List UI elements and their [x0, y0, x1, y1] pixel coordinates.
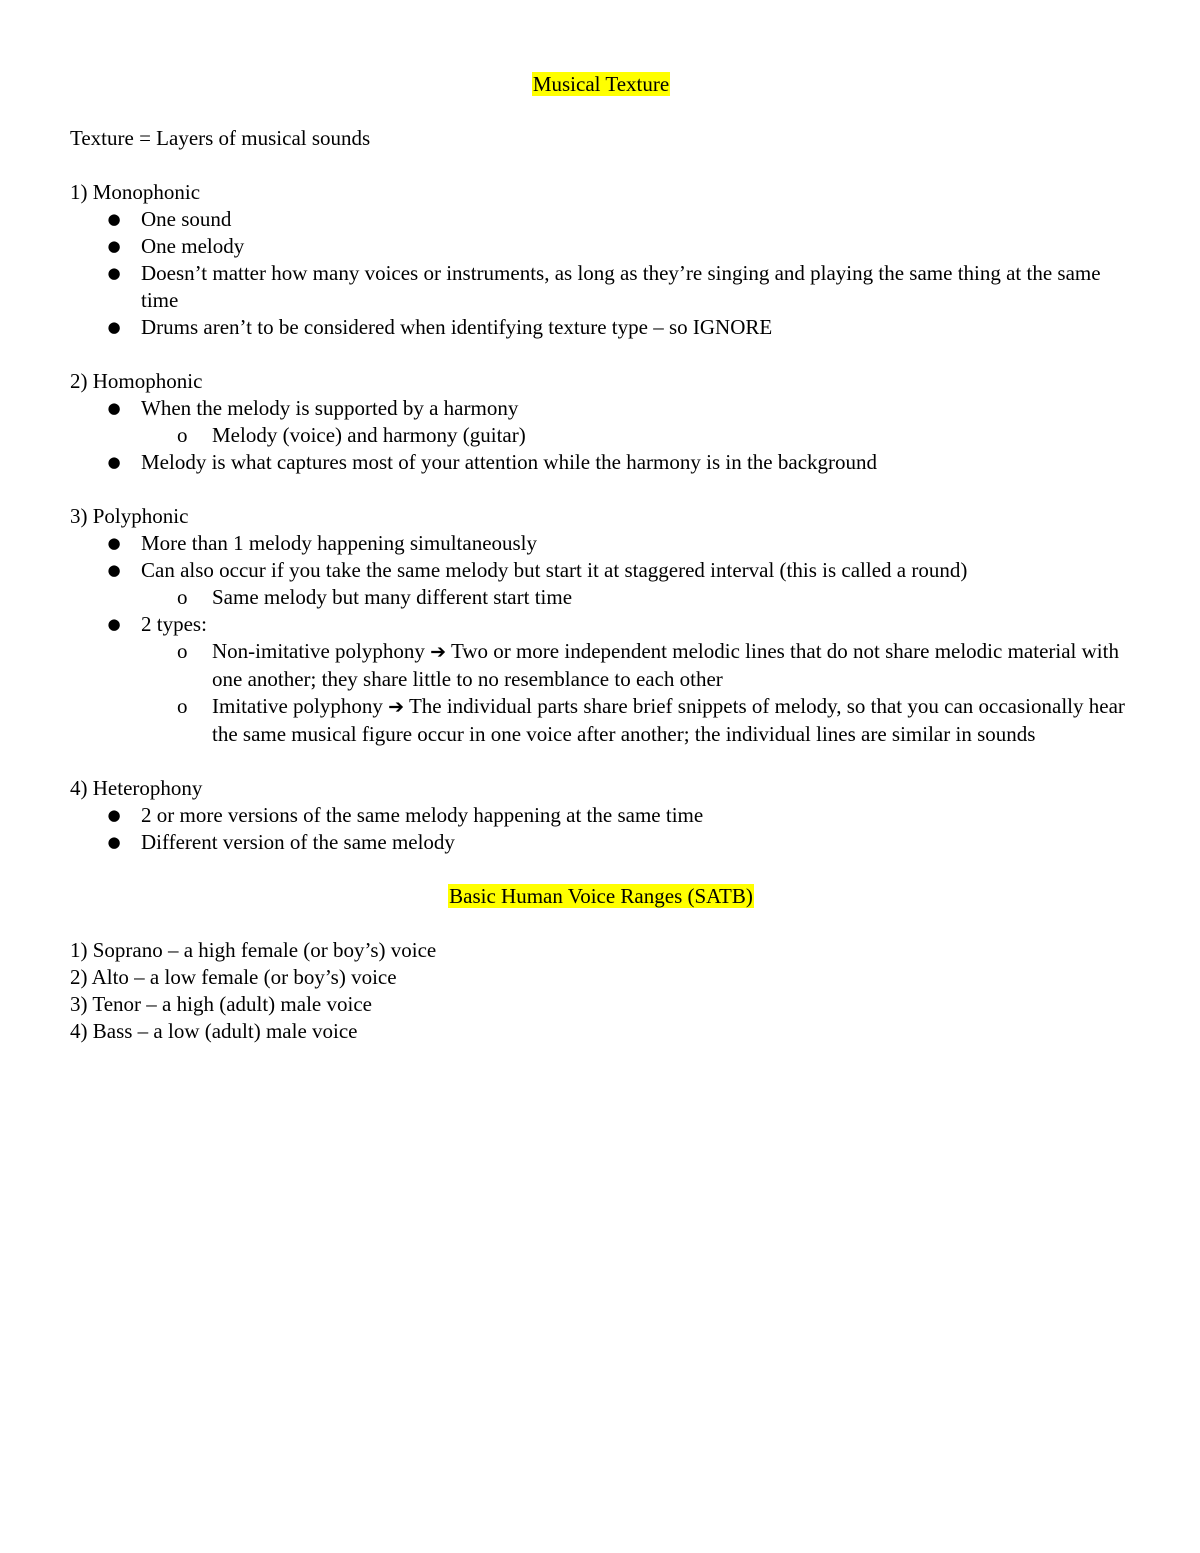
- voice-item: 4) Bass – a low (adult) male voice: [70, 1019, 358, 1043]
- list-item: ● Different version of the same melody: [70, 829, 1132, 856]
- list-item: ● Melody is what captures most of your attention while the harmony is in the background: [70, 449, 1132, 476]
- document-title: [70, 71, 1132, 98]
- sub-list: [141, 584, 1132, 611]
- homophonic-list: [70, 395, 1132, 476]
- sub-list-item: [141, 693, 1132, 748]
- polyphonic-list: [70, 530, 1132, 748]
- arrow-right-icon: ➔: [388, 696, 405, 718]
- spacer: [70, 856, 1132, 883]
- sub-bullet-icon: o: [177, 639, 188, 663]
- bullet-icon: ●: [107, 318, 121, 336]
- bullet-icon: ●: [107, 833, 121, 851]
- polyphony-type-desc: Two or more independent melodic lines that do not share melodic material with one another; they share little to no resemblance to each other: [212, 639, 1119, 691]
- arrow-right-icon: ➔: [430, 641, 447, 663]
- list-item: ● Can also occur if you take the same melody but start it at staggered interval (this is called a round) o Same melody but many different start time: [70, 557, 1132, 611]
- list-item: ● One sound: [70, 206, 1132, 233]
- bullet-icon: ●: [107, 264, 121, 282]
- list-item: ● 2 or more versions of the same melody happening at the same time: [70, 802, 1132, 829]
- texture-definition: Texture = Layers of musical sounds: [70, 126, 371, 150]
- voice-item: 1) Soprano – a high female (or boy’s) voice: [70, 938, 437, 962]
- section-heading-monophonic: 1) Monophonic: [70, 180, 201, 204]
- voice-item: 2) Alto – a low female (or boy’s) voice: [70, 965, 397, 989]
- polyphony-type-desc: The individual parts share brief snippets of melody, so that you can occasionally hear the same musical figure occur in one voice after another; the individual lines are similar in sounds: [212, 694, 1125, 746]
- voice-item: 3) Tenor – a high (adult) male voice: [70, 992, 372, 1016]
- sub-bullet-icon: o: [177, 423, 188, 447]
- list-item: ● Doesn’t matter how many voices or instruments, as long as they’re singing and playing the same thing at the same time: [70, 260, 1132, 314]
- section-heading-homophonic: 2) Homophonic: [70, 369, 203, 393]
- bullet-icon: ●: [107, 534, 121, 552]
- sub-list-item: o Melody (voice) and harmony (guitar): [177, 423, 526, 447]
- list-item: ● 2 types: o Non-imitative polyphony ➔ Two or more independent melodic lines that do not share melodic material with one another; they share little to no resemblance to each other o Imitative polyphony ➔ The individual parts share brief snippets of melody, so that you can occasionally hear the same musical figure occur in one voice after another; the individual lines are similar in sounds: [70, 611, 1132, 748]
- sub-list: [141, 422, 1132, 449]
- spacer: [70, 910, 1132, 937]
- list-item: ● More than 1 melody happening simultaneously: [70, 530, 1132, 557]
- spacer: [70, 476, 1132, 503]
- document-title-text: Musical Texture: [532, 72, 670, 96]
- spacer: [70, 98, 1132, 125]
- bullet-icon: ●: [107, 615, 121, 633]
- heterophony-list: [70, 802, 1132, 856]
- document-page: [70, 71, 1132, 1045]
- sub-bullet-icon: o: [177, 585, 188, 609]
- voice-ranges-title-text: Basic Human Voice Ranges (SATB): [449, 884, 753, 908]
- polyphony-type-name: Non-imitative polyphony: [212, 639, 425, 663]
- sub-list: [141, 638, 1132, 748]
- spacer: [70, 748, 1132, 775]
- polyphony-type-name: Imitative polyphony: [212, 694, 383, 718]
- sub-bullet-icon: o: [177, 694, 188, 718]
- section-heading-heterophony: 4) Heterophony: [70, 776, 203, 800]
- bullet-icon: ●: [107, 561, 121, 579]
- list-item: ● Drums aren’t to be considered when identifying texture type – so IGNORE: [70, 314, 1132, 341]
- voice-ranges-title: [70, 883, 1132, 910]
- sub-list-item: [141, 638, 1132, 693]
- monophonic-list: [70, 206, 1132, 341]
- section-heading-polyphonic: 3) Polyphonic: [70, 504, 189, 528]
- bullet-icon: ●: [107, 237, 121, 255]
- list-item: ● When the melody is supported by a harmony o Melody (voice) and harmony (guitar): [70, 395, 1132, 449]
- bullet-icon: ●: [107, 453, 121, 471]
- bullet-icon: ●: [107, 399, 121, 417]
- spacer: [70, 152, 1132, 179]
- spacer: [70, 341, 1132, 368]
- bullet-icon: ●: [107, 210, 121, 228]
- list-item: ● One melody: [70, 233, 1132, 260]
- sub-list-item: o Same melody but many different start time: [177, 585, 573, 609]
- bullet-icon: ●: [107, 806, 121, 824]
